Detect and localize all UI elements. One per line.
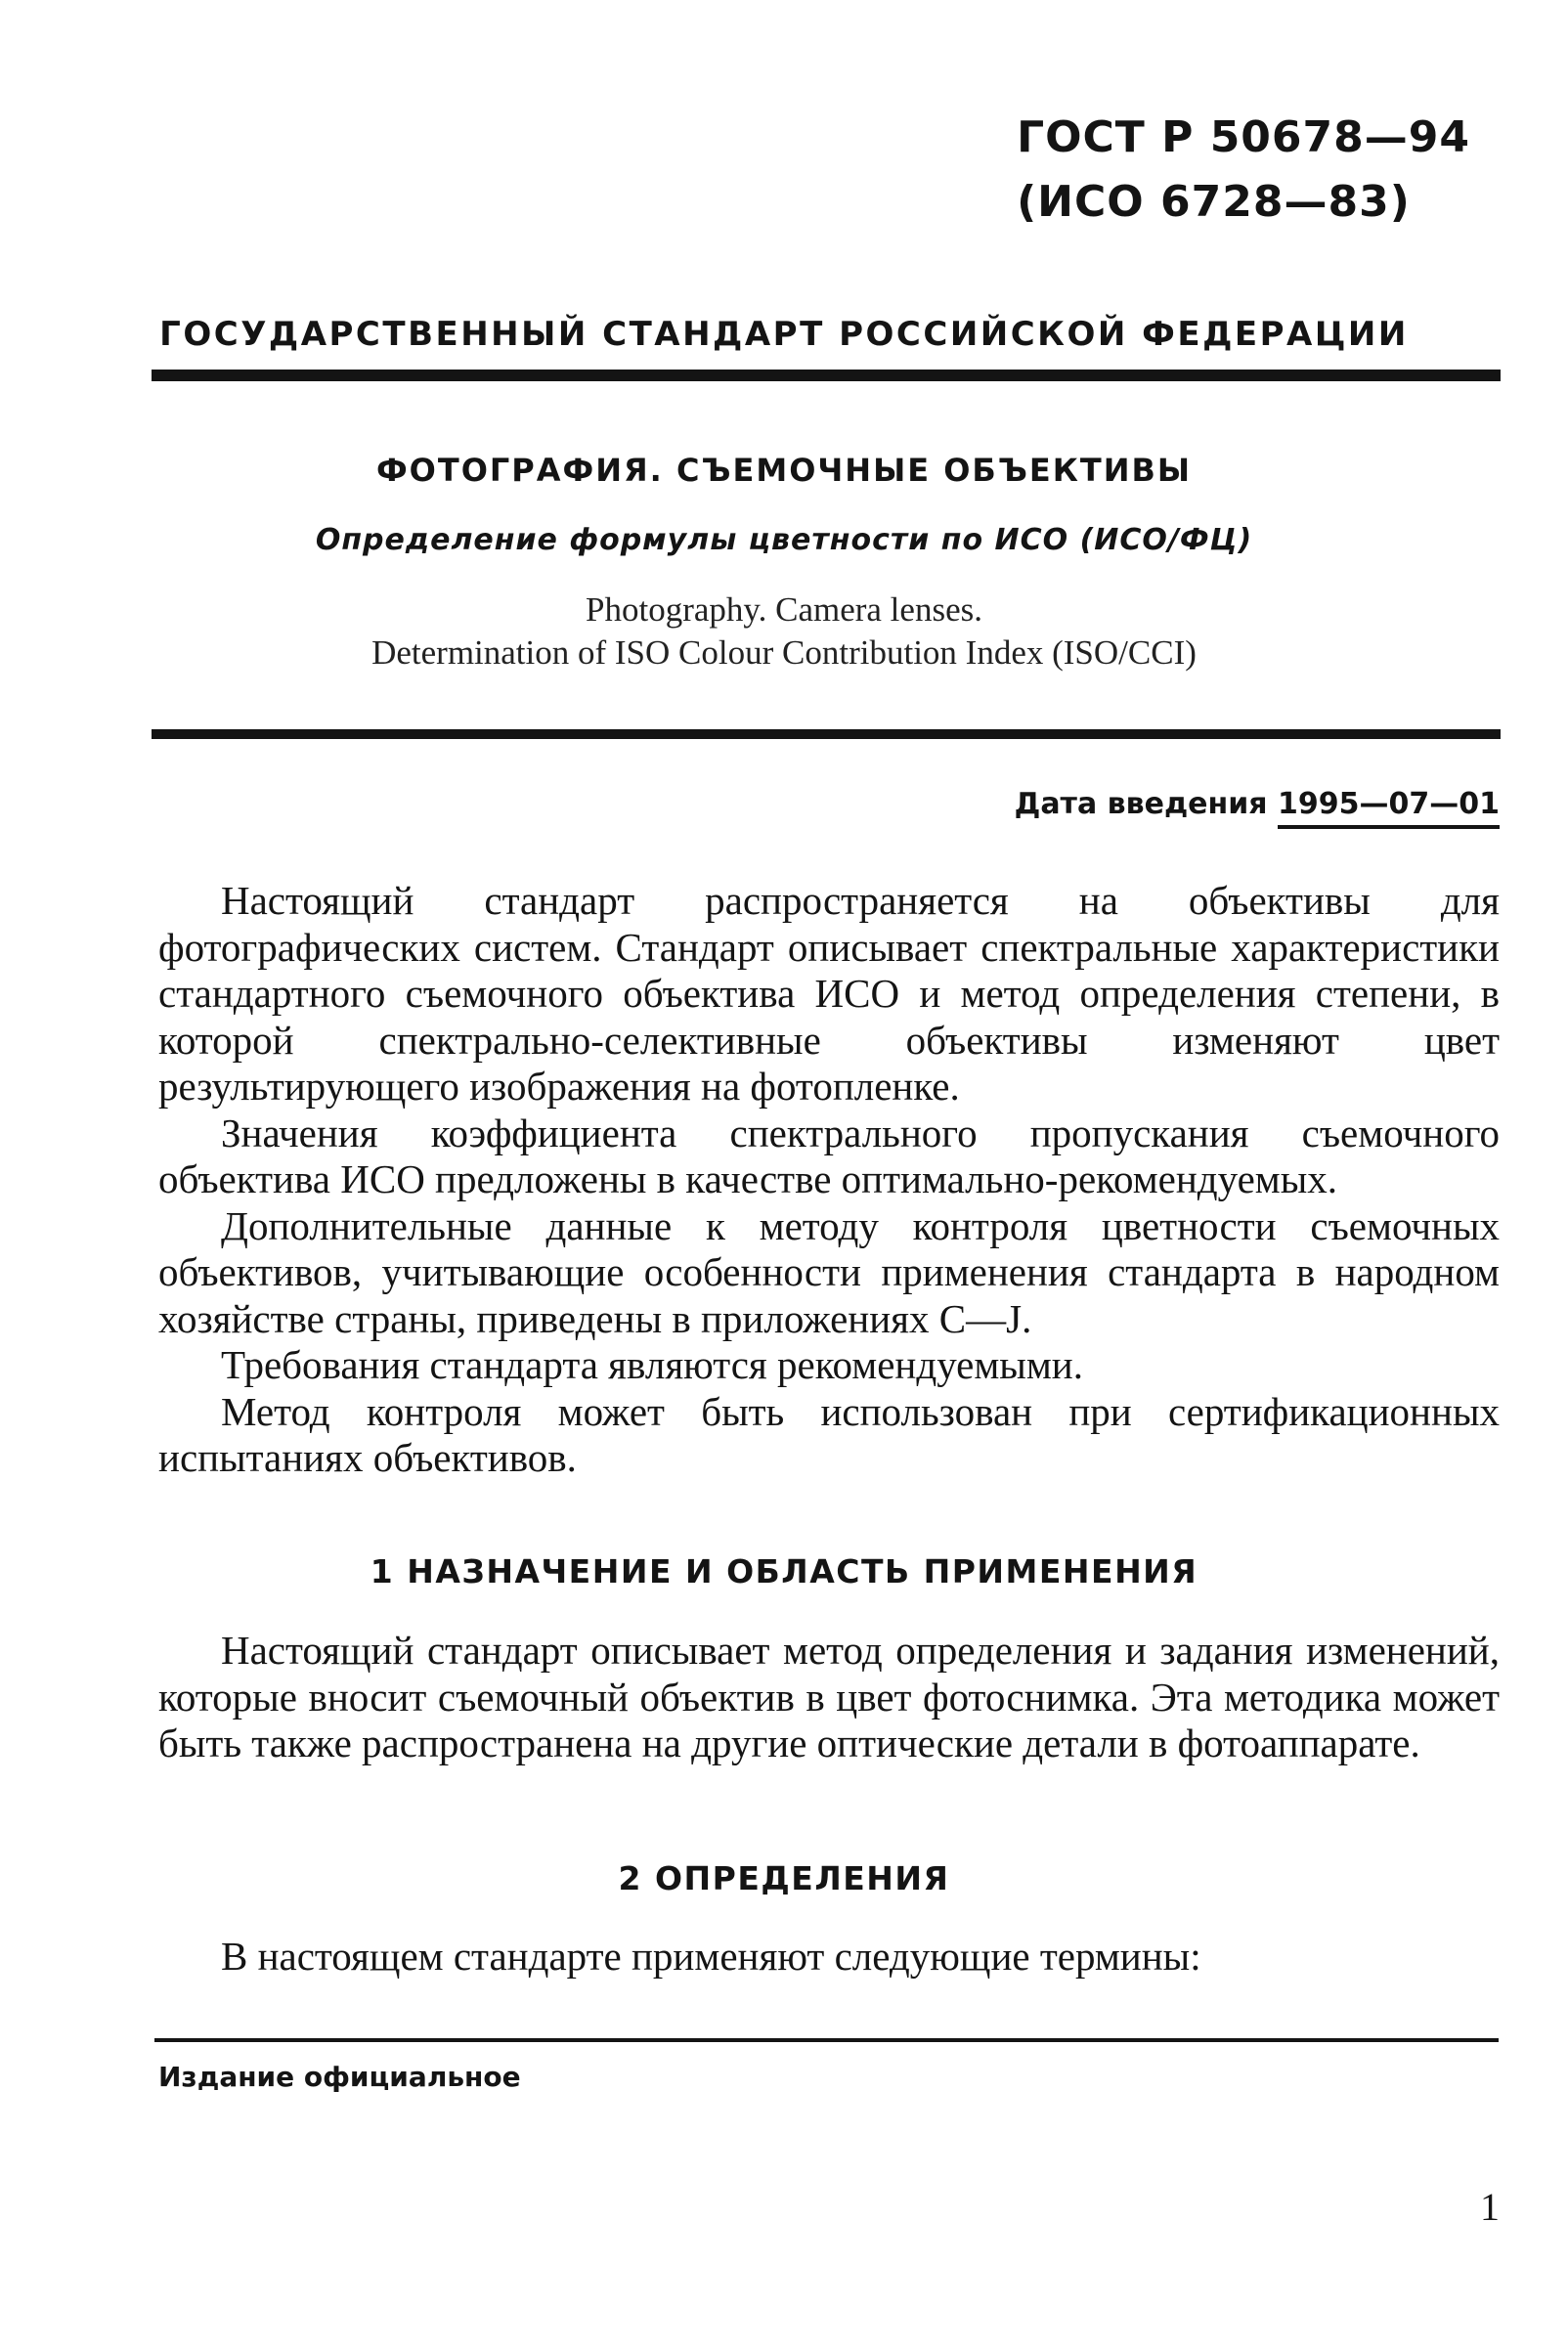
section-1-text [158,1628,1500,1767]
introduction-date [1015,787,1500,821]
english-title [0,588,1568,675]
title-divider [152,729,1501,739]
standard-designation [1017,106,1470,235]
paragraph: Настоящий стандарт описывает метод определения и задания изменений, которые вносит съемочный объектив в цвет фотоснимка. Эта методика может быть также распространена на другие оптические детали в фотоаппарате. [158,1628,1500,1765]
section-2-heading: 2 ОПРЕДЕЛЕНИЯ [618,1859,950,1897]
header-divider [152,370,1501,381]
paragraph: Дополнительные данные к методу контроля цветности съемочных объективов, учитывающие особенности применения стандарта в народном хозяйстве страны, приведены в приложениях С—J. [158,1202,1500,1341]
document-subtitle: Определение формулы цветности по ИСО (ИСО/ФЦ) [315,523,1253,557]
page-number: 1 [1480,2185,1500,2229]
gost-number: ГОСТ Р 50678—94 [1017,112,1470,162]
section-1-heading: 1 НАЗНАЧЕНИЕ И ОБЛАСТЬ ПРИМЕНЕНИЯ [370,1552,1198,1590]
introduction-date-value: 1995—07—01 [1278,787,1500,829]
state-standard-title: ГОСУДАРСТВЕННЫЙ СТАНДАРТ РОССИЙСКОЙ ФЕДЕРАЦИИ [159,315,1409,354]
paragraph: Настоящий стандарт распространяется на объективы для фотографических систем. Стандарт описывает спектральные характеристики стандартного съемочного объектива ИСО и метод определения степени, в которой спектрально-селективные объективы изменяют цвет результирующего изображения на фотопленке. [158,878,1500,1109]
introduction-date-label: Дата введения [1014,787,1268,821]
paragraph: Значения коэффициента спектрального пропускания съемочного объектива ИСО предложены в качестве оптимально-рекомендуемых. [158,1110,1500,1201]
footer-divider [154,2038,1499,2042]
english-title-line: Determination of ISO Colour Contribution Index (ISO/CCI) [371,633,1197,672]
english-title-line: Photography. Camera lenses. [586,590,982,629]
paragraph: В настоящем стандарте применяют следующие термины: [221,1934,1201,1979]
edition-label: Издание официальное [158,2061,521,2093]
document-title: ФОТОГРАФИЯ. СЪЕМОЧНЫЕ ОБЪЕКТИВЫ [375,452,1193,489]
paragraph: Метод контроля может быть использован при сертификационных испытаниях объективов. [158,1388,1500,1480]
paragraph: Требования стандарта являются рекомендуемыми. [221,1342,1083,1387]
iso-number: (ИСО 6728—83) [1017,177,1411,227]
introduction-text [158,878,1500,1482]
section-2-text [158,1934,1500,1981]
